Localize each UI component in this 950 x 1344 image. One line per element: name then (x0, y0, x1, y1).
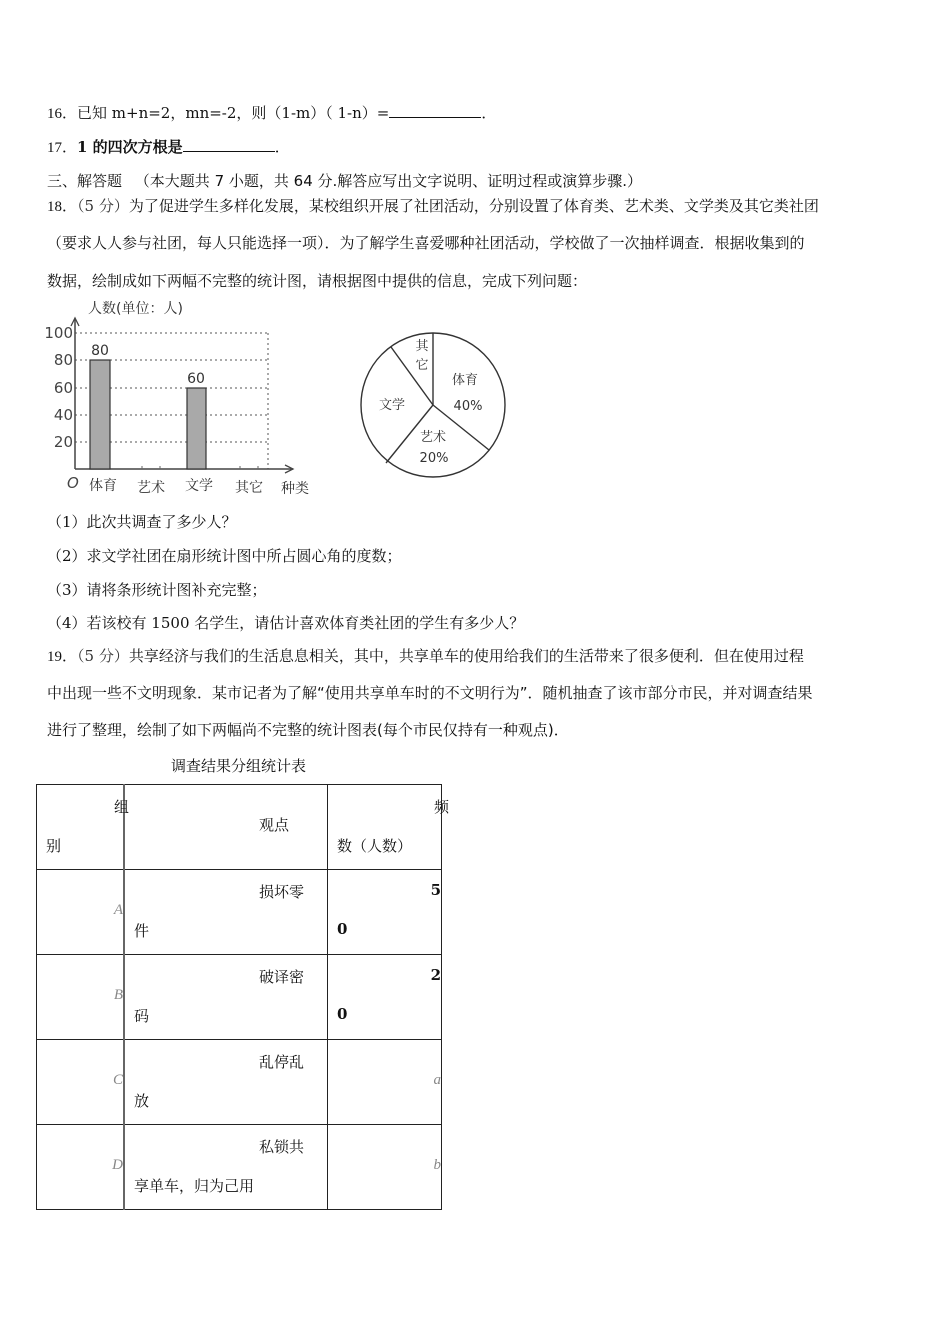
header-text: 组 (113, 798, 129, 816)
sub-question-2: （2）求文学社团在扇形统计图中所占圆心角的度数； (47, 547, 402, 565)
svg-text:它: 它 (415, 358, 429, 373)
view-text: 件 (134, 922, 150, 940)
header-group (37, 785, 129, 870)
y-tick-labels (44, 324, 73, 451)
sub-question-1: （1）此次共调查了多少人？ (47, 513, 237, 531)
svg-text:20: 20 (53, 433, 73, 451)
header-text: 别 (46, 837, 62, 855)
question-19-line-1 (47, 646, 804, 667)
score: （5 分） (77, 197, 129, 215)
frequency-cell (328, 1125, 442, 1210)
frequency-value: 0 (337, 920, 348, 938)
view-cell (124, 1125, 328, 1210)
header-view (124, 785, 328, 870)
frequency-value: 2 (430, 966, 441, 984)
frequency-value: 5 (430, 881, 441, 899)
view-cell (124, 870, 328, 955)
x-tick-labels (89, 477, 263, 496)
section-title: 三、解答题 (47, 172, 123, 190)
table-row (37, 955, 442, 1040)
bar-wenxue (187, 388, 206, 469)
question-number: 17． (47, 140, 78, 156)
svg-text:文学: 文学 (185, 478, 213, 494)
group-label: A (113, 902, 123, 918)
question-17 (47, 137, 290, 158)
header-text: 观点 (259, 816, 290, 834)
answer-blank[interactable] (183, 137, 275, 152)
header-frequency (328, 785, 449, 870)
question-19-line-2: 中出现一些不文明现象．某市记者为了解“使用共享单车时的不文明行为”．随机抽查了该市部分市民，并对调查结果 (47, 684, 813, 702)
table-row (37, 870, 442, 955)
svg-text:100: 100 (44, 324, 73, 342)
period: ． (274, 138, 290, 156)
table-title: 调查结果分组统计表 (171, 757, 307, 775)
group-cell (37, 870, 125, 955)
svg-text:艺术: 艺术 (137, 480, 165, 496)
x-axis-label: 种类 (281, 481, 309, 497)
score: （5 分） (77, 647, 129, 665)
question-text: 已知 m+n=2，mn=-2，则（1-m）（ 1-n）= (77, 104, 390, 122)
view-text: 私锁共 (259, 1138, 305, 1156)
survey-table (36, 784, 449, 1210)
slice-percent-yishu: 20% (419, 451, 449, 466)
view-text: 享单车，归为己用 (134, 1177, 255, 1195)
table-row (37, 1040, 442, 1125)
y-axis-label: 人数(单位：人) (88, 301, 183, 317)
view-cell (124, 955, 328, 1040)
sub-question-4: （4）若该校有 1500 名学生，请估计喜欢体育类社团的学生有多少人？ (47, 614, 525, 632)
view-text: 损坏零 (259, 883, 305, 901)
question-number: 18． (47, 199, 78, 215)
group-label: D (112, 1157, 123, 1173)
view-text: 码 (134, 1007, 150, 1025)
period: ． (481, 104, 497, 122)
frequency-variable: a (433, 1072, 441, 1088)
view-text: 放 (134, 1092, 150, 1110)
view-text: 破译密 (259, 968, 305, 986)
svg-text:40: 40 (53, 406, 73, 424)
svg-text:其它: 其它 (235, 480, 263, 496)
frequency-variable: b (433, 1157, 441, 1173)
group-label: C (112, 1072, 123, 1088)
header-text: 数（人数） (337, 837, 413, 855)
frequency-value: 0 (337, 1005, 348, 1023)
slice-label-tiyu: 体育 (451, 373, 479, 388)
table-header-row (37, 785, 442, 870)
question-18-line-3: 数据，绘制成如下两幅不完整的统计图，请根据图中提供的信息，完成下列问题： (47, 272, 588, 290)
pie-chart (355, 325, 515, 485)
section-note: （本大题共 7 小题，共 64 分.解答应写出文字说明、证明过程或演算步骤.） (134, 172, 643, 190)
svg-text:80: 80 (53, 351, 73, 369)
question-16 (47, 103, 496, 124)
frequency-cell (328, 955, 442, 1040)
header-text: 频 (433, 798, 449, 816)
section-header (47, 171, 642, 191)
bar-value-label: 60 (187, 371, 205, 387)
frequency-cell (328, 870, 442, 955)
group-cell (37, 955, 125, 1040)
answer-blank[interactable] (389, 103, 481, 118)
bar-value-label: 80 (91, 343, 109, 359)
question-text: 1 的四次方根是 (77, 138, 183, 156)
view-text: 乱停乱 (259, 1053, 305, 1071)
frequency-cell (328, 1040, 442, 1125)
slice-label-wenxue: 文学 (378, 398, 406, 413)
origin-label: O (67, 474, 79, 492)
bar-tiyu (90, 360, 110, 469)
group-label: B (113, 987, 123, 1003)
table-row (37, 1125, 442, 1210)
question-text: 共享经济与我们的生活息息相关，其中，共享单车的使用给我们的生活带来了很多便利．但在使用过程 (128, 647, 804, 665)
bar-chart (38, 296, 323, 501)
group-cell (37, 1040, 125, 1125)
question-text: 为了促进学生多样化发展，某校组织开展了社团活动，分别设置了体育类、艺术类、文学类及其它类社团 (128, 197, 819, 215)
group-cell (37, 1125, 125, 1210)
svg-text:体育: 体育 (89, 478, 117, 494)
svg-text:60: 60 (53, 379, 73, 397)
svg-text:其: 其 (415, 339, 429, 354)
sub-question-3: （3）请将条形统计图补充完整； (47, 581, 267, 599)
question-19-line-3: 进行了整理，绘制了如下两幅尚不完整的统计图表(每个市民仅持有一种观点)． (47, 721, 569, 739)
slice-label-yishu: 艺术 (419, 430, 447, 445)
question-number: 19． (47, 649, 78, 665)
slice-percent-tiyu: 40% (453, 399, 483, 414)
question-number: 16． (47, 106, 78, 122)
question-18-line-2: （要求人人参与社团，每人只能选择一项）．为了解学生喜爱哪种社团活动，学校做了一次抽样调查．根据收集到的 (47, 234, 805, 252)
question-18-line-1 (47, 196, 819, 217)
view-cell (124, 1040, 328, 1125)
